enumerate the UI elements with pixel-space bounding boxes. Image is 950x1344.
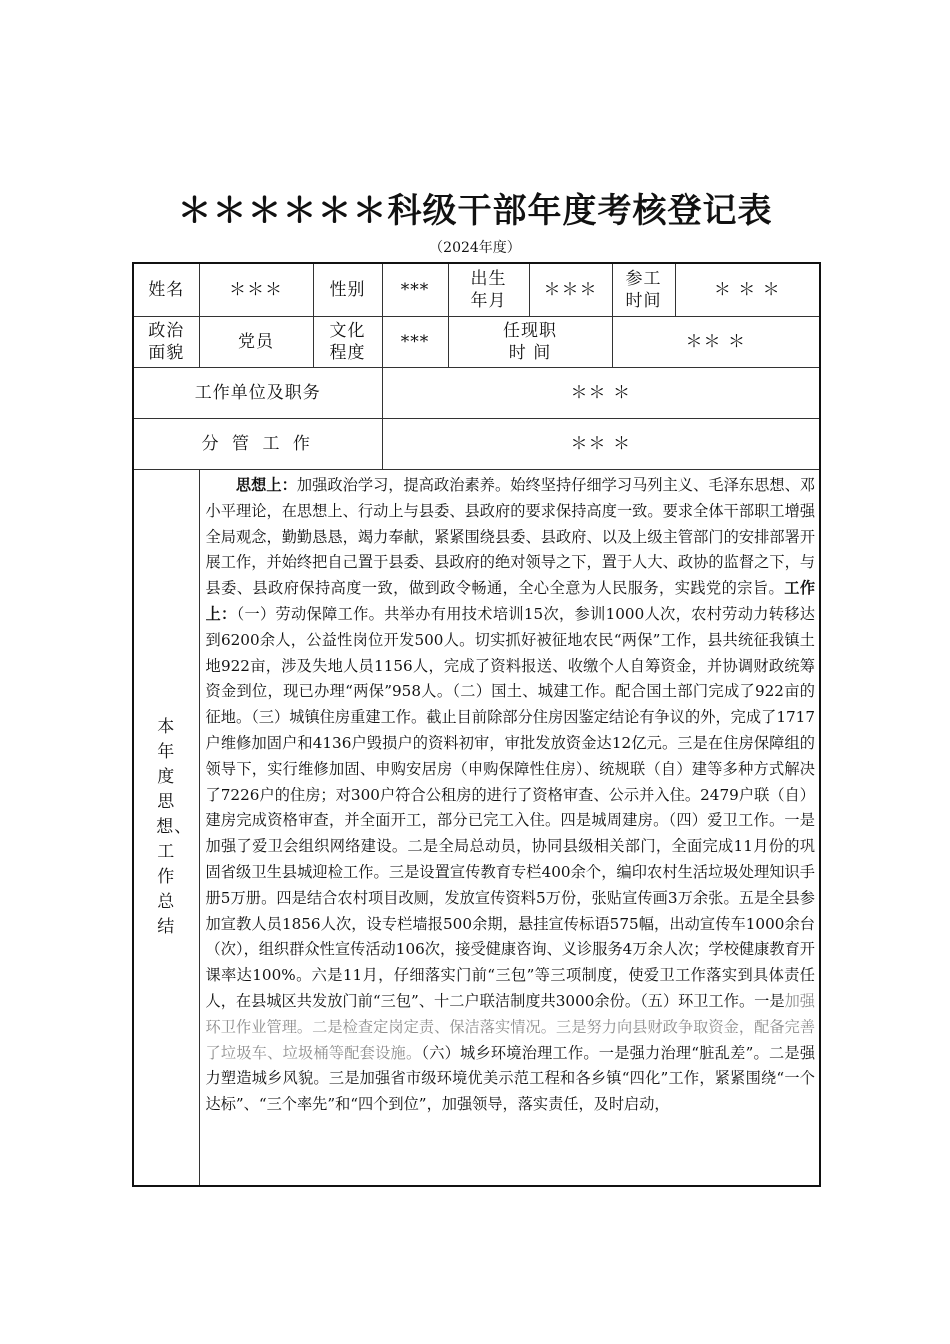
education-value: *** xyxy=(382,317,448,368)
form-row-unit xyxy=(133,368,820,419)
birth-label: 出生年月 xyxy=(448,263,529,317)
political-value: 党员 xyxy=(199,317,313,368)
gray-text: 加强环卫作业管理。二是检查定岗定责、保洁落实情况。三是努力向县财政争取资金，配备完善了垃圾车、垃圾桶等配套设施。 xyxy=(205,991,815,1062)
name-label: 姓名 xyxy=(133,263,199,317)
duty-value: ＊＊ ＊ xyxy=(382,419,820,470)
work-heading: 工作上： xyxy=(205,579,815,623)
year-subtitle: （2024年度） xyxy=(429,240,521,256)
political-label: 政治面貌 xyxy=(133,317,199,368)
form-row-political xyxy=(133,317,820,368)
appoint-label: 任现职时 间 xyxy=(448,317,612,368)
thought-heading: 思想上： xyxy=(235,476,297,494)
summary-cell xyxy=(199,470,820,1187)
duty-label: 分 管 工 作 xyxy=(133,419,382,470)
work-start-value: ＊ ＊ ＊ xyxy=(675,263,820,317)
gender-label: 性别 xyxy=(313,263,382,317)
work-text: （一）劳动保障工作。共举办有用技术培训15次，参训1000人次，农村劳动力转移达到6200余人，公益性岗位开发500人。切实抓好被征地农民“两保”工作，县共统征我镇土地922亩，涉及失地人员1156人，完成了资料报送、收缴个人自筹资金，并协调财政统筹资金到位，现已办理“两保”958人。（二）国土、城建工作。配合国土部门完成了922亩的征地。（三）城镇住房重建工作。截止目前除部分住房因鉴定结论有争议的外，完成了1717户维修加固户和4136户毁损户的资料初审，审批发放资金达12亿元。三是在住房保障组的领导下，实行维修加固、申购安居房（申购保障性住房）、统规联（自）建等多种方式解决了7226户的住房；对300户符合公租房的进行了资格审查、公示并入住。2479户联（自）建房完成资格审查，并全面开工，部分已完工入住。四是城周建房。（四）爱卫工作。一是加强了爱卫会组织网络建设。二是全局总动员，协同县级相关部门，全面完成11月份的巩固省级卫生县城迎检工作。三是设置宣传教育专栏400余个，编印农村生活垃圾处理知识手册5万册。四是结合农村项目改厕，发放宣传资料5万份，张贴宣传画3万余张。五是全县参加宣教人员1856人次，设专栏墙报500余期，悬挂宣传标语575幅，出动宣传车1000余台（次），组织群众性宣传活动106次，接受健康咨询、义诊服务4万余人次；学校健康教育开课率达100%。六是11月，仔细落实门前“三包”等三项制度，使爱卫工作落实到具体责任人，在县城区共发放门前“三包”、十二户联洁制度共3000余份。（五）环卫工作。一是 xyxy=(205,604,815,1010)
page-title: ＊＊＊＊＊＊科级干部年度考核登记表 xyxy=(177,191,773,231)
tail-text: （六）城乡环境治理工作。一是强力治理“脏乱差”。二是强力塑造城乡风貌。三是加强省市级环境优美示范工程和各乡镇“四化”工作，紧紧围绕“一个达标”、“三个率先”和“四个到位”，加强领导，落实责任，及时启动， xyxy=(205,1043,815,1114)
birth-value: ＊＊＊ xyxy=(529,263,612,317)
education-label: 文化程度 xyxy=(313,317,382,368)
unit-value: ＊＊ ＊ xyxy=(382,368,820,419)
unit-label: 工作单位及职务 xyxy=(133,368,382,419)
name-value: ＊＊＊ xyxy=(199,263,313,317)
registration-form-table xyxy=(132,262,821,1187)
work-start-label: 参工时间 xyxy=(612,263,675,317)
form-row-basic xyxy=(133,263,820,317)
appoint-value: ＊＊ ＊ xyxy=(612,317,820,368)
summary-label: 本年度思想、工作总结 xyxy=(133,470,199,1187)
summary-text xyxy=(206,473,816,1180)
form-row-duty xyxy=(133,419,820,470)
form-row-summary xyxy=(133,470,820,1187)
thought-text: 加强政治学习，提高政治素养。始终坚持仔细学习马列主义、毛泽东思想、邓小平理论，在思想上、行动上与县委、县政府的要求保持高度一致。要求全体干部职工增强全局观念，勤勤恳恳，竭力奉献，紧紧围绕县委、县政府、以及上级主管部门的安排部署开展工作，并始终把自己置于县委、县政府的绝对领导之下，置于人大、政协的监督之下，与县委、县政府保持高度一致，做到政令畅通，全心全意为人民服务，实践党的宗旨。 xyxy=(205,476,815,598)
gender-value: *** xyxy=(382,263,448,317)
